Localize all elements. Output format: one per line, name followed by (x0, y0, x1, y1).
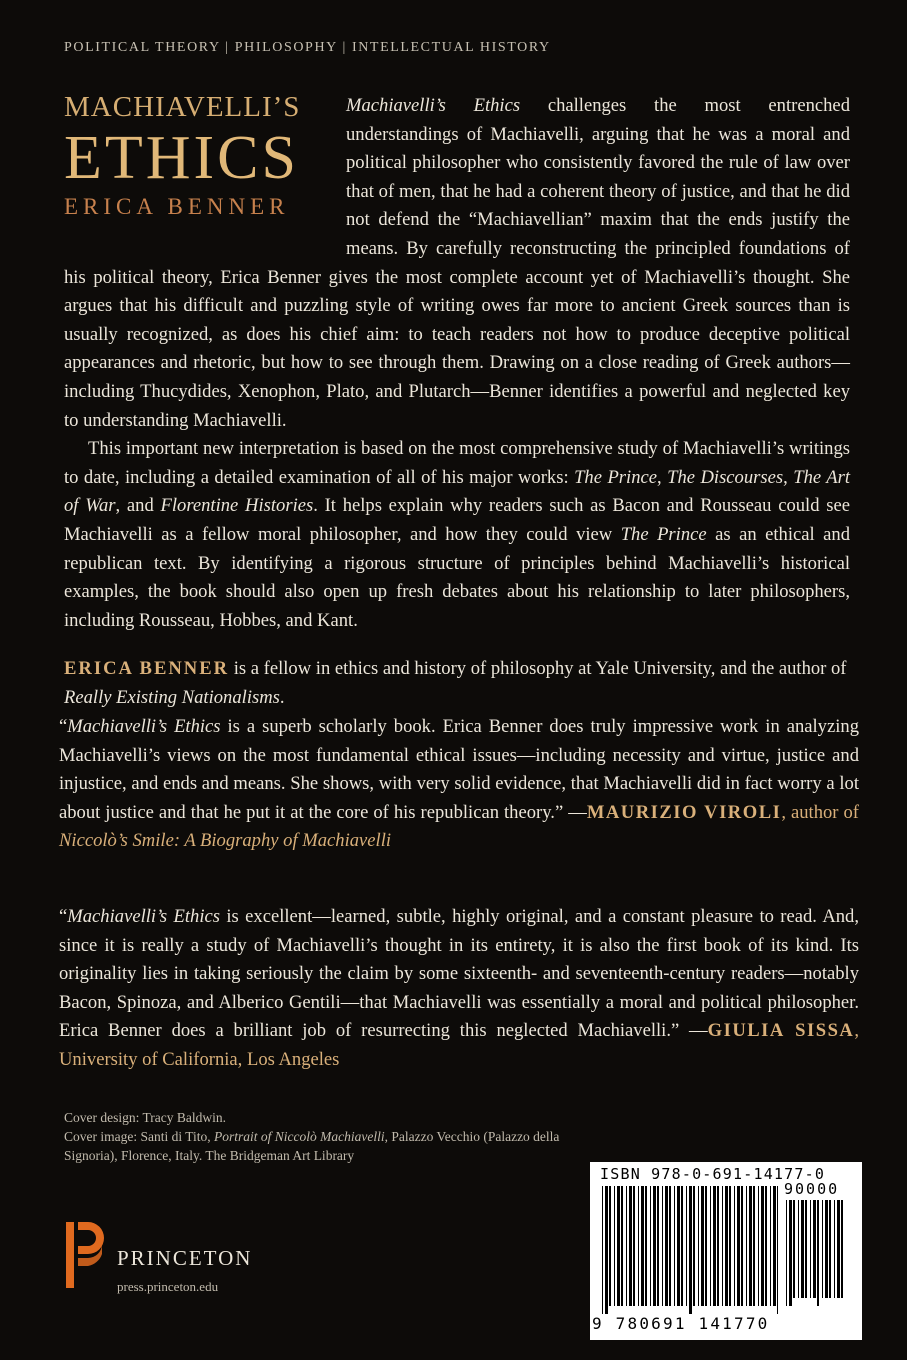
price-code: 90000 (784, 1180, 840, 1198)
barcode-bar (822, 1200, 823, 1298)
barcode-bar (737, 1186, 740, 1306)
barcode-bar (773, 1186, 776, 1306)
reviewer-name: MAURIZIO VIROLI (586, 801, 782, 823)
barcode-bar (761, 1186, 764, 1306)
barcode-bar (841, 1200, 843, 1298)
cover-design-credit: Cover design: Tracy Baldwin. (64, 1110, 226, 1125)
category-line: POLITICAL THEORY | PHILOSOPHY | INTELLECTUAL HISTORY (64, 40, 551, 55)
barcode-bar (749, 1186, 752, 1306)
barcode-bar (717, 1186, 719, 1306)
author-other-book: Really Existing Nationalisms (64, 686, 280, 708)
barcode-bar (741, 1186, 743, 1306)
barcode-bar (789, 1200, 792, 1306)
barcode-bar (805, 1200, 807, 1298)
review-quote-1: “Machiavelli’s Ethics is a superb scholarly book. Erica Benner does truly impressive work in analyzing Machiavelli’s views on the most fundamental ethical issues—including necessity and virtue, justice and injustice, and ends and means. She shows, with very solid evidence, that Machiavelli did in fact worry a lot about justice and that he put it at the core of his republican theory.” —MAURIZIO VIROLI, author of Niccolò’s Smile: A Biography of Machiavelli (59, 716, 859, 852)
ean-barcode-bars (602, 1186, 778, 1316)
barcode-bar (753, 1186, 755, 1306)
barcode-bar (617, 1186, 620, 1306)
barcode-bar (605, 1186, 608, 1314)
barcode-bar (777, 1186, 778, 1314)
barcode-bar (701, 1186, 704, 1306)
title-author: ERICA BENNER (64, 194, 290, 219)
barcode-bar (650, 1186, 651, 1306)
barcode-bar (834, 1200, 835, 1298)
barcode-bar (798, 1200, 799, 1298)
publisher-url[interactable]: press.princeton.edu (117, 1279, 219, 1294)
title-line-2: ETHICS (64, 124, 299, 192)
barcode-bar (681, 1186, 683, 1306)
barcode-bar (770, 1186, 771, 1306)
addon-barcode-bars (786, 1200, 848, 1308)
barcode-bar (698, 1186, 699, 1306)
princeton-logo-icon (66, 1220, 106, 1290)
barcode-bar (669, 1186, 671, 1306)
barcode-bar (722, 1186, 723, 1306)
description-paragraph-2: This important new interpretation is based on the most comprehensive study of Machiavelli’s writings to date, including a detailed examination of all of his major works: The Prince, The Discourses, The Art of War, and Florentine Histories. It helps explain why readers such as Bacon and Rousseau could see Machiavelli as a fellow moral philosopher, and how they could view The Prince as an ethical and republican text. By identifying a rigorous structure of principles behind Machiavelli’s historical examples, the book should also open up fresh debates about his relationship to later philosophers, including Rousseau, Hobbes, and Kant. (64, 438, 851, 631)
description (64, 92, 850, 635)
title-line-1: MACHIAVELLI’S (64, 91, 301, 123)
barcode-bar (641, 1186, 644, 1306)
barcode-bar (713, 1186, 716, 1306)
book-title-italic: Machiavelli’s Ethics (346, 95, 521, 116)
cover-credits (64, 1108, 564, 1165)
barcode-bar (746, 1186, 747, 1306)
barcode-bar (602, 1186, 603, 1314)
barcode-bar (786, 1200, 787, 1306)
title-float-spacer (64, 92, 346, 262)
barcode-bar (665, 1186, 668, 1306)
barcode-bar (662, 1186, 663, 1306)
barcode-bar (645, 1186, 647, 1306)
review-quote-2: “Machiavelli’s Ethics is excellent—learned, subtle, highly original, and a constant pleasure to read. And, since it is really a study of Machiavelli’s thought in its entirety, it is also the first book of its kind. Its originality lies in taking seriously the claim by some sixteenth- and seventeenth-century readers—notably Bacon, Spinoza, and Alberico Gentili—that Machiavelli was essentially a moral and political philosopher. Erica Benner does a brilliant job of resurrecting this neglected Machiavelli.” —GIULIA SISSA, University of California, Los Angeles (59, 906, 859, 1070)
barcode-bar (621, 1186, 623, 1306)
barcode-bar (677, 1186, 680, 1306)
barcode-bar (614, 1186, 615, 1306)
barcode-bar (793, 1200, 795, 1298)
isbn-label: ISBN 978-0-691-14177-0 (600, 1165, 826, 1183)
author-name: ERICA BENNER (64, 658, 230, 679)
barcode-bar (657, 1186, 659, 1306)
description-paragraph-1: Machiavelli’s Ethics challenges the most entrenched understandings of Machiavelli, arguing that he was a moral and political philosopher who consistently favored the rule of law over that of men, that he had a coherent theory of justice, and that he did not defend the “Machiavellian” maxim that the ends justify the means. By carefully reconstructing the principled foundations of his political theory, Erica Benner gives the most complete account yet of Machiavelli’s thought. She argues that his difficult and puzzling style of writing owes far more to ancient Greek sources than is usually recognized, as does his chief aim: to teach readers not how to produce deceptive political appearances and rhetoric, but how to see through them. Drawing on a close reading of Greek authors—including Thucydides, Xenophon, Plato, and Plutarch—Benner identifies a powerful and neglected key to understanding Machiavelli. (64, 95, 850, 431)
barcode (590, 1162, 862, 1340)
barcode-bar (829, 1200, 831, 1298)
barcode-bar (705, 1186, 707, 1306)
barcode-bar (837, 1200, 840, 1298)
barcode-bar (629, 1186, 632, 1306)
barcode-bar (825, 1200, 828, 1298)
ean-number: 9 780691 141770 (592, 1314, 770, 1333)
barcode-bar (710, 1186, 711, 1306)
publisher-name: PRINCETON (117, 1246, 253, 1270)
barcode-bar (609, 1186, 611, 1306)
barcode-bar (653, 1186, 656, 1306)
barcode-bar (817, 1200, 819, 1306)
barcode-bar (801, 1200, 804, 1298)
barcode-bar (729, 1186, 731, 1306)
barcode-bar (638, 1186, 639, 1306)
reviewer-name: GIULIA SISSA (707, 1020, 855, 1042)
barcode-bar (813, 1200, 816, 1298)
barcode-bar (758, 1186, 759, 1306)
barcode-bar (810, 1200, 811, 1298)
barcode-bar (686, 1186, 687, 1306)
barcode-bar (734, 1186, 735, 1306)
barcode-bar (725, 1186, 728, 1306)
cover-image-credit: Cover image: Santi di Tito, Portrait of Niccolò Machiavelli, Palazzo Vecchio (Palazzo della Signoria), Florence, Italy. The Bridgeman Art Library (64, 1129, 560, 1163)
barcode-bar (765, 1186, 767, 1306)
barcode-bar (626, 1186, 627, 1306)
author-bio: ERICA BENNER is a fellow in ethics and history of philosophy at Yale University, and the author of Really Existing Nationalisms. (64, 658, 847, 708)
barcode-bar (674, 1186, 675, 1306)
barcode-bar (689, 1186, 692, 1314)
barcode-bar (633, 1186, 635, 1306)
barcode-bar (693, 1186, 695, 1306)
